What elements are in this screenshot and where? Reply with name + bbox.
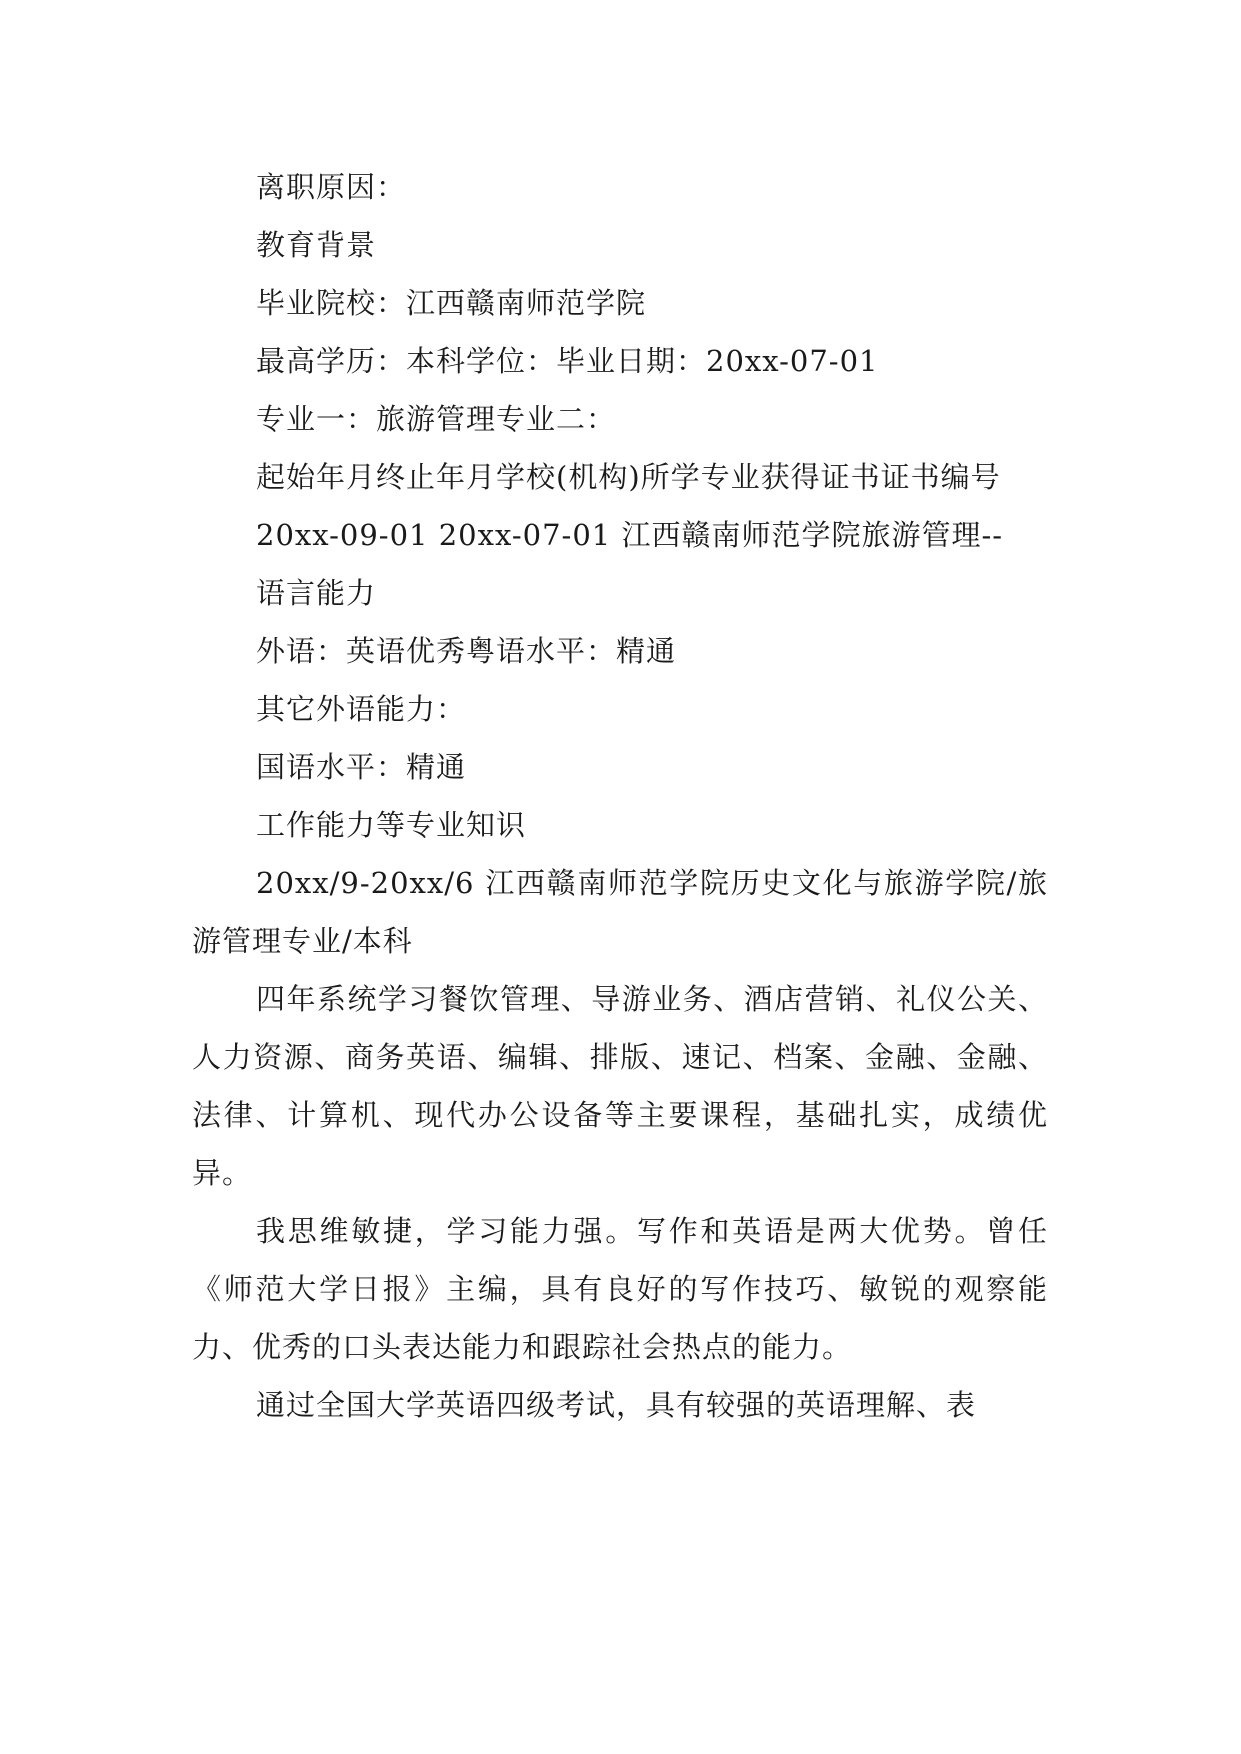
paragraph-graduate-school: 毕业院校：江西赣南师范学院: [256, 286, 647, 320]
heading-education-background: 教育背景: [256, 228, 377, 262]
paragraph-mandarin-level: 国语水平：精通: [256, 750, 467, 784]
document-body: [192, 158, 1048, 1434]
paragraph-courses: 四年系统学习餐饮管理、导游业务、酒店营销、礼仪公关、人力资源、商务英语、编辑、排版、速记、档案、金融、金融、法律、计算机、现代办公设备等主要课程，基础扎实，成绩优异。: [192, 982, 1048, 1190]
paragraph-english-exam: 通过全国大学英语四级考试，具有较强的英语理解、表: [256, 1388, 977, 1422]
paragraph-other-languages: 其它外语能力：: [256, 692, 467, 726]
paragraph-foreign-language: 外语：英语优秀粤语水平：精通: [256, 634, 677, 668]
heading-language-ability: 语言能力: [256, 576, 377, 610]
heading-work-ability: 工作能力等专业知识: [256, 808, 527, 842]
paragraph-study-period: 20xx/9-20xx/6 江西赣南师范学院历史文化与旅游学院/旅游管理专业/本科: [192, 866, 1048, 958]
paragraph-education-table-header: 起始年月终止年月学校(机构)所学专业获得证书证书编号: [256, 460, 1001, 494]
paragraph-leave-reason: 离职原因：: [256, 170, 407, 204]
paragraph-majors: 专业一：旅游管理专业二：: [256, 402, 617, 436]
paragraph-strengths: 我思维敏捷，学习能力强。写作和英语是两大优势。曾任《师范大学日报》主编，具有良好的写作技巧、敏锐的观察能力、优秀的口头表达能力和跟踪社会热点的能力。: [192, 1214, 1048, 1364]
paragraph-education-record: 20xx-09-01 20xx-07-01 江西赣南师范学院旅游管理--: [256, 518, 1004, 552]
paragraph-highest-degree: 最高学历：本科学位：毕业日期：20xx-07-01: [256, 344, 879, 378]
